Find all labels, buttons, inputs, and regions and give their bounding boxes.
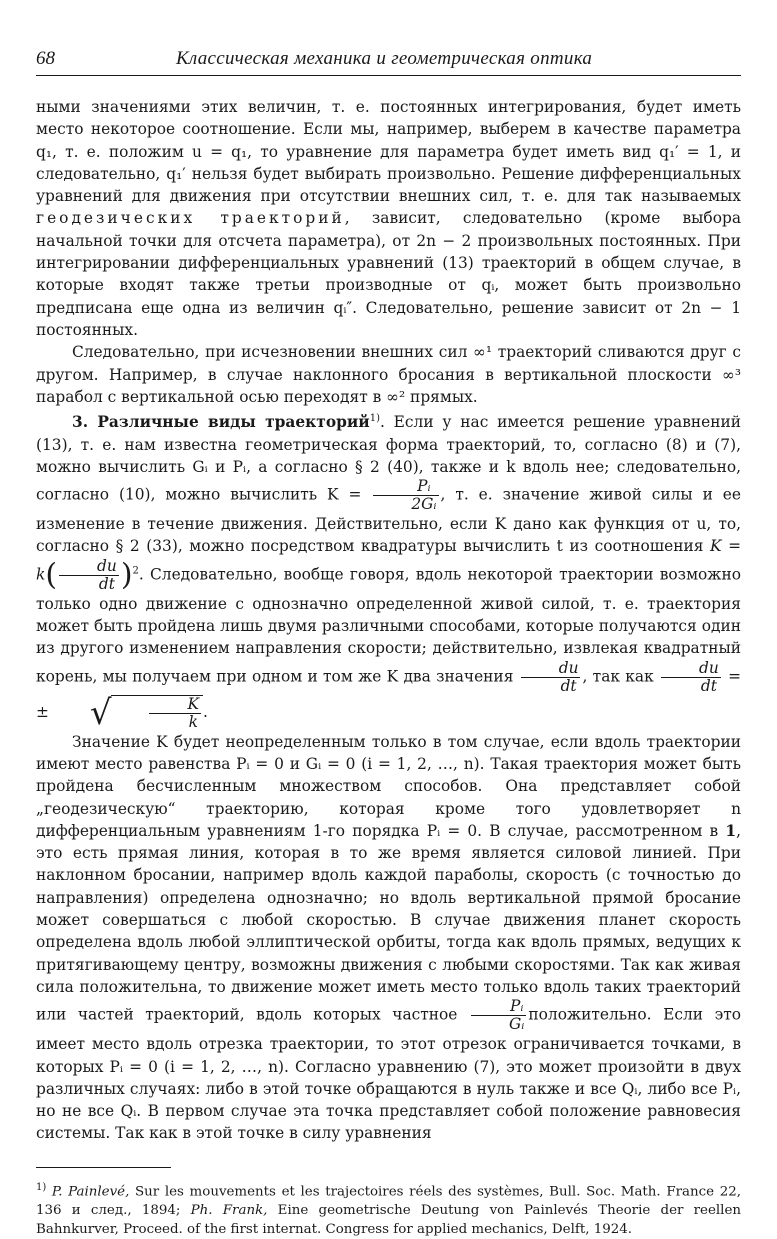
fraction-denominator: k [188,712,198,731]
paren-open: ( [45,557,58,593]
footnote-author-1: P. Painlevé, [51,1184,130,1200]
fraction-numerator: Pᵢ [471,998,526,1016]
p3-text-c: . Следовательно, вообще говоря, вдоль некоторой траектории возможно только одно движение с однозначно определенной живой силой, т. е. траектория может быть пройдена лишь двумя различными способами, которые получаются один из другого изменением направления скорости; действительно, извлекая квадратный корень, мы получаем при одном и том же K два значения [36,565,741,686]
footnote-text-1: Sur les mouvements et les trajectoires réels des systèmes, Bull. Soc. Math. France 22, 136 и след., 1894; [36,1184,741,1219]
p1-text: ными значениями этих величин, т. е. постоянных интегрирования, будет иметь место некоторое соотношение. Если мы, например, выберем в качестве параметра q₁, т. е. положим u = q₁, то уравнение для параметра будет иметь вид q₁′ = 1, и следовательно, q₁′ нельзя будет выбирать произвольно. Решение дифференциальных уравнений для движения при отсутствии внешних сил, т. е. для так называемых [36,98,741,206]
footnote [36,1178,741,1239]
fraction-denominator: Gᵢ [509,1015,525,1034]
footnote-ref: 1) [369,413,380,425]
p4-text-b: , это есть прямая линия, которая в то же время является силовой линией. При наклонном бросании, например вдоль каждой параболы, скорость (с точностью до направления) определена однозначно; но вдоль вертикальной прямой бросание может совершаться с любой скоростью. В случае движения планет скорость определена вдоль любой эллиптической орбиты, тогда как вдоль прямых, ведущих к притягивающему центру, возможны движения с любыми скоростями. Так как живая сила положительна, то движение может иметь место только вдоль таких траекторий или частей траекторий, вдоль которых частное [36,821,741,1024]
spaced-term: геодезических траекторий [36,209,345,228]
fraction-P-G [471,998,526,1033]
p3-text-a: . Если у нас имеется решение уравнений (13), т. е. нам известна геометрическая форма траекторий, то, согласно (8) и (7), можно вычислить Gᵢ и Pᵢ, а согласно § 2 (40), также и k вдоль нее; следовательно, согласно (10), можно вычислить K = [36,413,741,504]
paragraph-2: Следовательно, при исчезновении внешних сил ∞¹ траекторий сливаются друг с другом. Например, в случае наклонного бросания в вертикальной плоскости ∞³ парабол с вертикальной осью переходят в ∞² прямых. [36,343,741,406]
exponent: 2 [132,565,139,577]
fraction-numerator: du [521,660,581,678]
fraction-du-dt [59,558,119,593]
equation-lhs: K = k [36,537,741,584]
fraction-du-dt-2 [521,660,581,695]
p3-text-b: , т. е. значение живой силы и ее изменение в течение движения. Действительно, если K дано как функция от u, то, согласно § 2 (33), можно посредством квадратуры вычислить t из соотношения [36,485,741,556]
fraction-numerator: du [661,660,721,678]
fraction-numerator: K [149,696,201,714]
square-root [54,692,203,733]
page-number: 68 [36,48,55,69]
page-header [36,42,741,76]
header-rule [36,75,741,76]
p4-text-a: Значение K будет неопределенным только в том случае, если вдоль траектории имеют место равенства Pᵢ = 0 и Gᵢ = 0 (i = 1, 2, …, n). Такая траектория может быть пройдена бесчисленным множеством способов. Она представляет собой „геодезическую“ траекторию, которая кроме того удовлетворяет n дифференциальным уравнениям 1-го порядка Pᵢ = 0. В случае, рассмотренном в [36,732,741,840]
fraction-denominator: dt [560,676,577,695]
fraction-denominator: dt [700,676,717,695]
footnote-text-2: Eine geometrische Deutung von Painlevés Theorie der reellen Bahnkurver, Proceed. of the first internat. Congress for applied mechanics, Delft, 1924. [36,1203,741,1238]
p3-text-d: , так как [582,667,654,686]
fraction-K-k [149,696,201,731]
fraction-du-dt-3 [661,660,721,695]
fraction-numerator: Pᵢ [373,478,438,496]
radical-sign: √ [89,692,112,733]
paragraph-3: 3. Различные виды траекторий$^{1)}$. Если у нас имеется решение уравнений (13), т. е. нам известна геометрическая форма траекторий, то, согласно (8) и (7), можно вычислить Gᵢ и Pᵢ, а согласно § 2 (40), также и k вдоль нее; следовательно, согласно (10), можно вычислить K = $\frac{\text{Pᵢ}}{\text{2Gᵢ}}$ , т. е. значение живой силы и ее изменение в течение движения. Действительно, если K дано как функция от u, то, согласно § 2 (33), можно посредством квадратуры вычислить t из соотношения K = k( $\frac{du}{dt}$ )$^2$. Следовательно, вообще говоря, вдоль некоторой траектории возможно только одно движение с однозначно определенной живой силой, т. е. траектория может быть пройдена лишь двумя различными способами, которые получаются один из другого изменением направления скорости; действительно, извлекая квадратный корень, мы получаем при одном и том же K два значения $\frac{du}{dt}$ , так как $\frac{du}{dt}$ = ± √ $\frac{K}{k}$ . [36,413,741,733]
section-ref: 1 [725,821,737,840]
p1-tail: , зависит, следовательно (кроме выбора начальной точки для отсчета параметра), от 2n − 2 произвольных постоянных. При интегрировании дифференциальных уравнений (13) траекторий в общем случае, в которые входят также третьи производные от qᵢ, может быть произвольно предписана еще одна из величин qᵢ″. Следовательно, решение зависит от 2n − 1 постоянных. [36,209,741,339]
fraction-k [373,478,438,513]
paren-close: ) [120,557,133,593]
paragraph-4 [36,731,741,1145]
footnote-author-2: Ph. Frank, [190,1203,268,1219]
running-title: Классическая механика и геометрическая оптика [176,48,593,69]
fraction-denominator: 2Gᵢ [411,495,437,514]
radicand [111,695,203,731]
footnote-mark: 1) [36,1181,47,1193]
section-heading: 3. Различные виды траекторий [72,413,370,432]
body-text [36,96,741,1145]
fraction-numerator: du [59,558,119,576]
paragraph-1 [36,96,741,341]
footnote-rule [36,1167,171,1168]
p4-text-c: положительно. Если это имеет место вдоль отрезка траектории, то этот отрезок ограничивается точками, в которых Pᵢ = 0 (i = 1, 2, …, n). Согласно уравнению (7), это может произойти в двух различных случаях: либо в этой точке обращаются в нуль также и все Qᵢ, либо все Pᵢ, но не все Qᵢ. В первом случае эта точка представляет собой положение равновесия системы. Так как в этой точке в силу уравнения [36,1005,741,1143]
plus-minus: = ± [36,667,741,721]
fraction-denominator: dt [98,574,115,593]
page [36,42,741,1239]
